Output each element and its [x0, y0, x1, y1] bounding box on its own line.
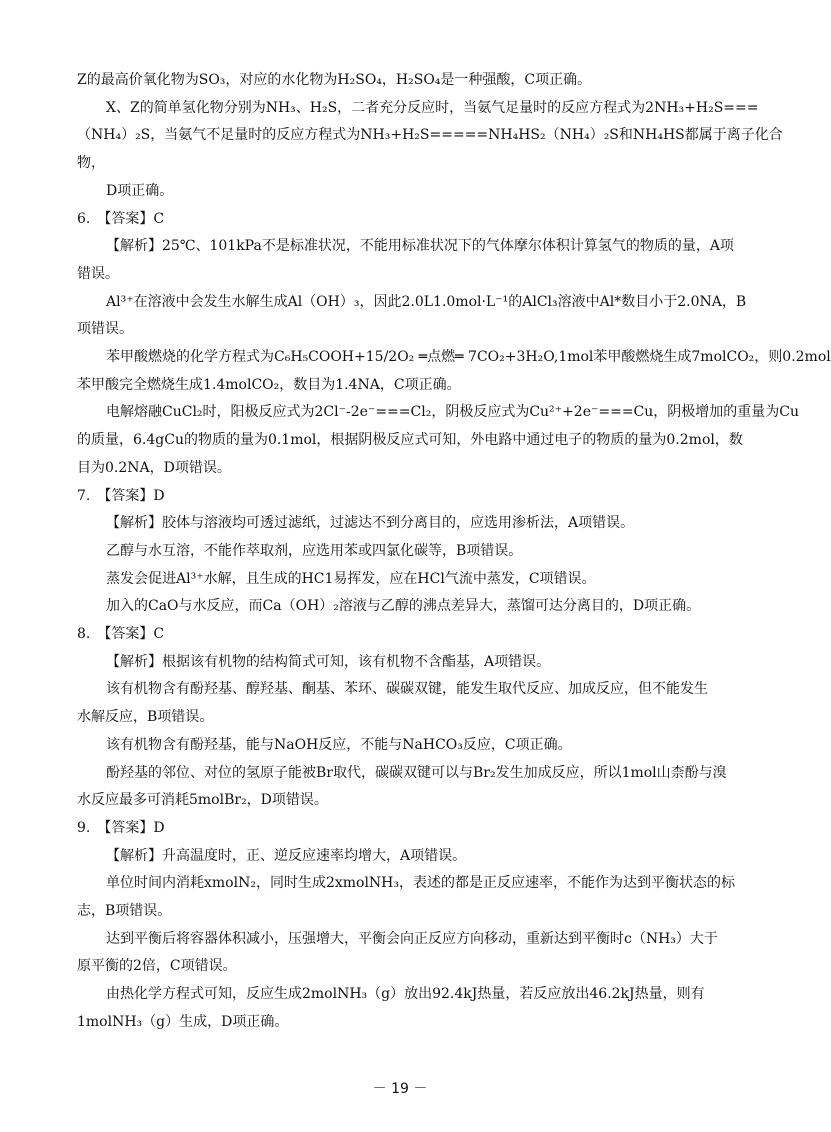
text-line: 6. 【答案】C — [77, 210, 165, 227]
text-line: X、Z的简单氢化物分别为NH₃、H₂S，二者充分反应时，当氨气足量时的反应方程式为2NH₃+H₂S=== — [106, 99, 759, 116]
text-line: 【解析】25℃、101kPa不是标准状况，不能用标准状况下的气体摩尔体积计算氢气的物质的量，A项 — [106, 238, 734, 255]
text-line: 物， — [77, 155, 105, 172]
text-line: 【解析】根据该有机物的结构简式可知，该有机物不含酯基，A项错误。 — [106, 653, 551, 670]
text-line: 错误。 — [77, 265, 119, 282]
text-line: 达到平衡后将容器体积减小，压强增大，平衡会向正反应方向移动，重新达到平衡时c（NH₃）大于 — [106, 930, 718, 947]
text-line: 酚羟基的邻位、对位的氢原子能被Br取代，碳碳双键可以与Br₂发生加成反应，所以1mol山柰酚与溴 — [106, 764, 727, 781]
text-line: 苯甲酸燃烧的化学方程式为C₆H₅COOH+15/2O₂ ═点燃═ 7CO₂+3H₂O,1mol苯甲酸燃烧生成7molCO₂，则0.2mol — [106, 349, 831, 365]
text-line: 该有机物含有酚羟基，能与NaOH反应，不能与NaHCO₃反应，C项正确。 — [106, 736, 572, 753]
text-line: 苯甲酸完全燃烧生成1.4molCO₂，数目为1.4NA，C项正确。 — [77, 376, 461, 393]
text-line: 项错误。 — [77, 321, 133, 338]
text-line: 蒸发会促进Al³⁺水解，且生成的HC1易挥发，应在HCl气流中蒸发，C项错误。 — [106, 570, 596, 587]
text-line: 由热化学方程式可知，反应生成2molNH₃（g）放出92.4kJ热量，若反应放出46.2kJ热量，则有 — [106, 986, 705, 1003]
text-line: Z的最高价氧化物为SO₃，对应的水化物为H₂SO₄，H₂SO₄是一种强酸，C项正确。 — [77, 72, 592, 88]
text-line: 单位时间内消耗xmolN₂，同时生成2xmolNH₃，表述的都是正反应速率，不能作为达到平衡状态的标 — [106, 875, 735, 892]
text-line: 原平衡的2倍，C项错误。 — [77, 958, 237, 975]
text-line: 7. 【答案】D — [77, 487, 165, 504]
text-line: 该有机物含有酚羟基、醇羟基、酮基、苯环、碳碳双键，能发生取代反应、加成反应，但不能发生 — [106, 681, 708, 698]
text-line: 乙醇与水互溶，不能作萃取剂，应选用苯或四氯化碳等，B项错误。 — [106, 542, 523, 559]
text-line: D项正确。 — [106, 182, 174, 199]
text-line: 【解析】升高温度时，正、逆反应速率均增大，A项错误。 — [106, 847, 467, 864]
text-line: 9. 【答案】D — [77, 819, 165, 836]
text-line: 水解反应，B项错误。 — [77, 709, 214, 726]
text-line: 的质量，6.4gCu的物质的量为0.1mol，根据阴极反应式可知，外电路中通过电子的物质的量为0.2mol，数 — [77, 432, 743, 449]
text-line: 1molNH₃（g）生成，D项正确。 — [77, 1013, 289, 1030]
text-line: 志，B项错误。 — [77, 903, 172, 919]
text-line: 加入的CaO与水反应，而Ca（OH）₂溶液与乙醇的沸点差异大，蒸馏可达分离目的，D项正确。 — [106, 598, 701, 615]
text-line: Al³⁺在溶液中会发生水解生成Al（OH）₃，因此2.0L1.0mol·L⁻¹的AlCl₃溶液中Al*数目小于2.0NA，B — [106, 293, 747, 310]
page-number: － 19 － — [372, 1081, 428, 1097]
text-line: 8. 【答案】C — [77, 626, 165, 642]
text-line: 目为0.2NA，D项错误。 — [77, 459, 231, 476]
text-line: 【解析】胶体与溶液均可透过滤纸，过滤达不到分离目的，应选用渗析法，A项错误。 — [106, 515, 635, 532]
text-line: 水反应最多可消耗5molBr₂，D项错误。 — [77, 792, 328, 809]
text-line: 电解熔融CuCl₂时，阳极反应式为2Cl⁻-2e⁻===Cl₂，阴极反应式为Cu²⁺+2e⁻===Cu，阴极增加的重量为Cu — [106, 404, 800, 421]
text-line: （NH₄）₂S，当氨气不足量时的反应方程式为NH₃+H₂S=====NH₄HS₂（NH₄）₂S和NH₄HS都属于离子化合 — [77, 127, 783, 144]
